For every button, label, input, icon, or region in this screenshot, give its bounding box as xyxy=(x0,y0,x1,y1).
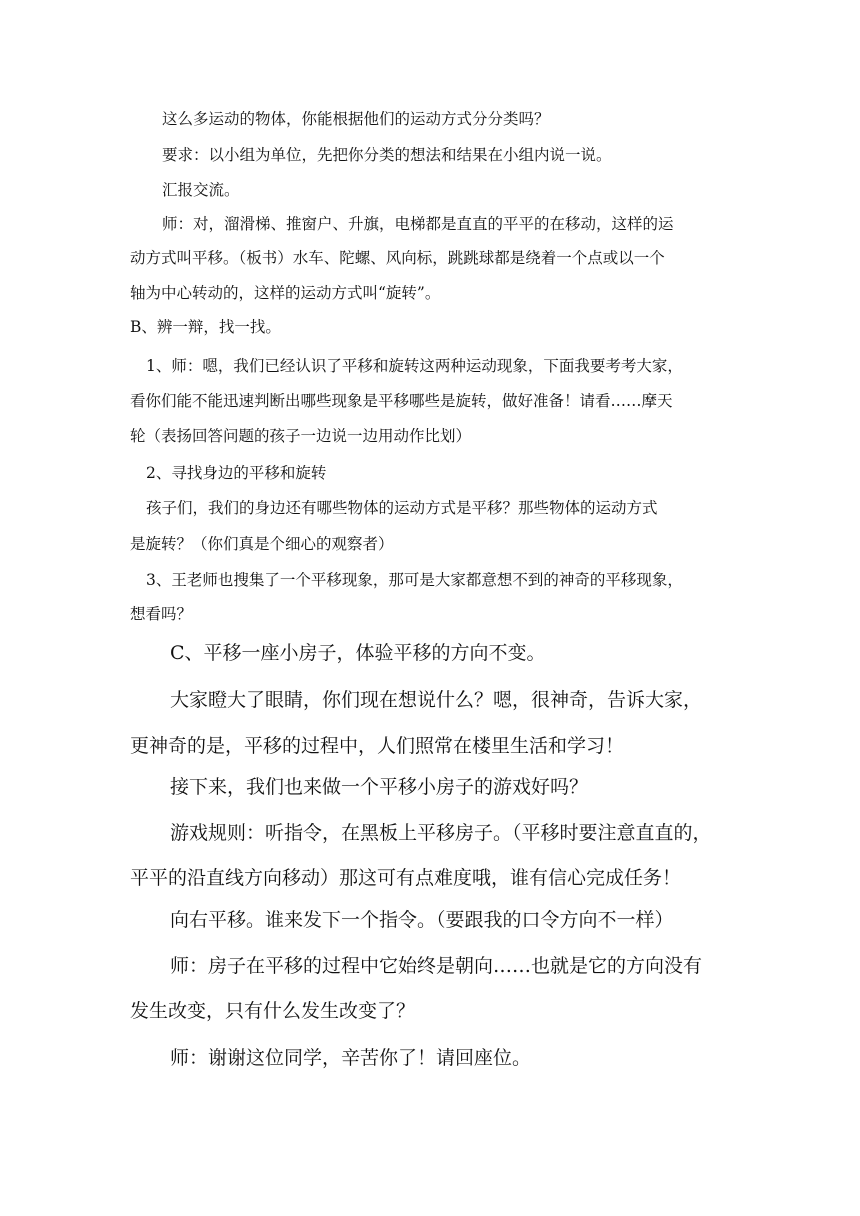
text-line: 想看吗？ xyxy=(130,605,193,623)
section-heading: C、平移一座小房子，体验平移的方向不变。 xyxy=(170,642,546,664)
text-line: 更神奇的是，平移的过程中，人们照常在楼里生活和学习！ xyxy=(130,735,625,757)
text-line: 1、师：嗯，我们已经认识了平移和旋转这两种运动现象，下面我要考考大家， xyxy=(146,357,683,375)
text-line: 师：房子在平移的过程中它始终是朝向……也就是它的方向没有 xyxy=(170,955,703,977)
section-heading: B、辨一辩，找一找。 xyxy=(130,318,281,336)
text-line: 游戏规则：听指令，在黑板上平移房子。（平移时要注意直直的， xyxy=(170,822,712,844)
text-line: 看你们能不能迅速判断出哪些现象是平移哪些是旋转，做好准备！请看……摩天 xyxy=(130,392,673,410)
text-line: 平平的沿直线方向移动）那这可有点难度哦，谁有信心完成任务！ xyxy=(130,867,682,889)
text-line: 这么多运动的物体，你能根据他们的运动方式分分类吗？ xyxy=(162,110,550,128)
text-line: 接下来，我们也来做一个平移小房子的游戏好吗？ xyxy=(170,776,589,798)
text-line: 3、王老师也搜集了一个平移现象，那可是大家都意想不到的神奇的平移现象， xyxy=(146,571,683,589)
text-line: 师：谢谢这位同学，辛苦你了！请回座位。 xyxy=(170,1047,532,1069)
text-line: 动方式叫平移。（板书）水车、陀螺、风向标，跳跳球都是绕着一个点或以一个 xyxy=(130,249,665,267)
text-line: 要求：以小组为单位，先把你分类的想法和结果在小组内说一说。 xyxy=(162,146,612,164)
text-line: 师：对，溜滑梯、推窗户、升旗，电梯都是直直的平平的在移动，这样的运 xyxy=(162,215,674,233)
text-line: 大家瞪大了眼睛，你们现在想说什么？嗯，很神奇，告诉大家， xyxy=(170,689,703,711)
text-line: 轴为中心转动的，这样的运动方式叫“旋转”。 xyxy=(130,284,441,302)
text-line: 汇报交流。 xyxy=(162,181,240,199)
text-line: 向右平移。谁来发下一个指令。（要跟我的口令方向不一样） xyxy=(170,909,674,931)
text-line: 轮（表扬回答问题的孩子一边说一边用动作比划） xyxy=(130,427,472,445)
text-line: 2、寻找身边的平移和旋转 xyxy=(146,464,327,482)
text-line: 发生改变，只有什么发生改变了？ xyxy=(130,1000,416,1022)
text-line: 是旋转？（你们真是个细心的观察者） xyxy=(130,535,394,553)
text-line: 孩子们，我们的身边还有哪些物体的运动方式是平移？那些物体的运动方式 xyxy=(146,499,658,517)
